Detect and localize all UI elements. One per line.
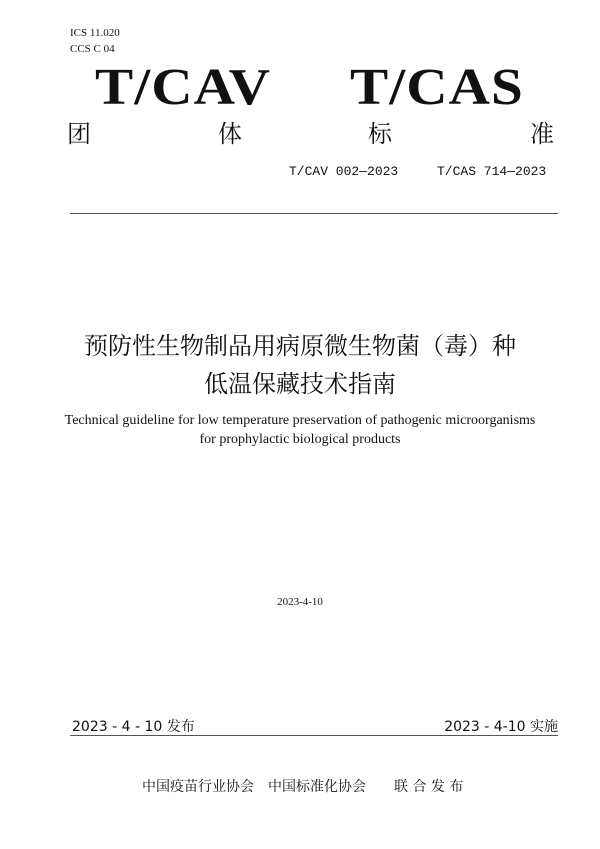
ccs-code: CCS C 04: [70, 43, 115, 55]
category-char: 标: [368, 120, 392, 148]
title-line-2: 低温保藏技术指南: [204, 370, 396, 398]
publisher-org-1: 中国疫苗行业协会: [142, 779, 254, 795]
standard-code-cas: T/CAS 714—2023: [437, 164, 547, 179]
header-divider: [70, 213, 558, 214]
category-char: 团: [67, 120, 91, 148]
title-line-1: 预防性生物制品用病原微生物菌（毒）种: [84, 332, 516, 360]
draft-date: 2023-4-10: [277, 596, 323, 608]
logo-tcas: T/CAS: [350, 59, 524, 116]
publish-date: 2023 - 4 - 10 发布: [72, 719, 195, 735]
standard-code-cav: T/CAV 002—2023: [289, 164, 399, 179]
english-title-line-1: Technical guideline for low temperature preservation of pathogenic microorganisms: [64, 413, 536, 428]
category-char: 体: [218, 120, 242, 148]
english-title-line-2: for prophylactic biological products: [199, 432, 401, 447]
category-char: 准: [530, 120, 554, 148]
joint-publish-label: 联 合 发 布: [394, 779, 464, 795]
ics-code: ICS 11.020: [70, 27, 120, 39]
logo-tcav: T/CAV: [95, 59, 272, 116]
publisher-org-2: 中国标准化协会: [268, 779, 366, 795]
footer-divider: [70, 735, 558, 736]
implement-date: 2023 - 4-10 实施: [444, 719, 558, 735]
